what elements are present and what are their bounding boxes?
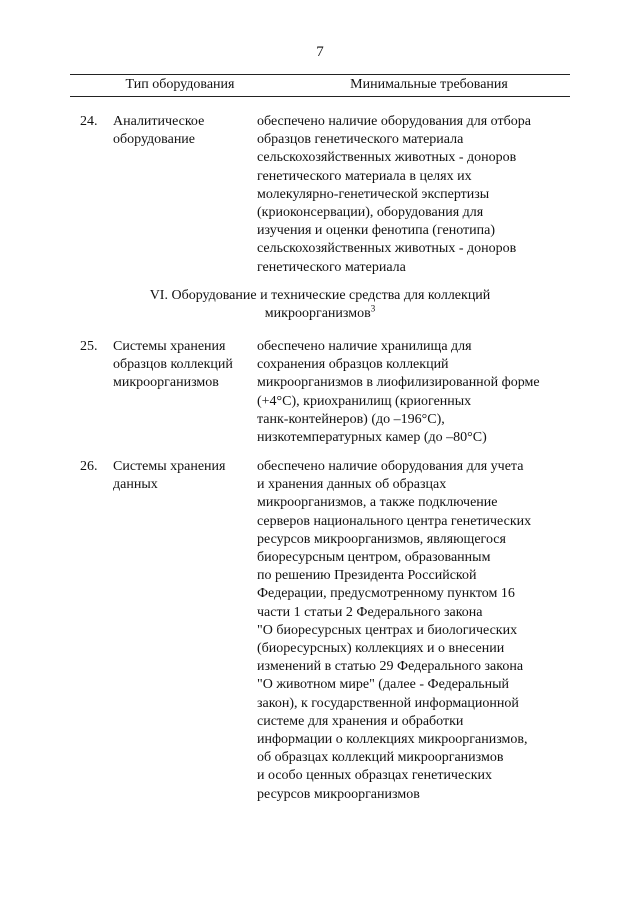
table-header (70, 74, 570, 97)
section-title (70, 287, 570, 323)
requirement-line: молекулярно-генетической экспертизы (257, 186, 490, 202)
requirement-line: сельскохозяйственных животных - доноров (257, 150, 517, 166)
requirement-line: об образцах коллекций микроорганизмов (257, 750, 504, 766)
requirement-line: и хранения данных об образцах (257, 477, 447, 493)
requirement-line: танк-контейнеров) (до –196°C), (257, 411, 445, 427)
requirement-line: системе для хранения и обработки (257, 713, 464, 729)
equipment-type-line: Системы хранения (113, 339, 226, 354)
requirement-line: и особо ценных образцах генетических (257, 768, 493, 784)
requirement-line: ресурсов микроорганизмов (257, 786, 420, 802)
footnote-mark: 3 (370, 303, 376, 314)
requirement-line: части 1 статьи 2 Федерального закона (257, 604, 483, 620)
header-min-requirements: Минимальные требования (350, 77, 508, 92)
section-title-line2: микроорганизмов$^3$ (264, 303, 376, 321)
equipment-type-line: оборудование (113, 132, 196, 148)
equipment-type-cell (113, 458, 253, 494)
requirement-line: ресурсов микроорганизмов, являющегося (257, 531, 506, 547)
header-equipment-type: Тип оборудования (125, 77, 235, 92)
equipment-type-line: Системы хранения (113, 459, 226, 474)
requirement-line: закон), к государственной информационной (257, 695, 519, 711)
requirement-line: биоресурсным центром, образованным (257, 550, 491, 566)
requirement-line: (криоконсервации), оборудования для (257, 205, 484, 221)
requirement-line: обеспечено наличие хранилища для (257, 339, 472, 354)
requirement-line: низкотемпературных камер (до –80°C) (257, 430, 487, 446)
requirement-line: "О животном мире" (далее - Федеральный (257, 677, 510, 693)
requirements-cell (257, 338, 577, 447)
requirement-line: образцов генетического материала (257, 132, 464, 148)
requirement-line: изучения и оценки фенотипа (генотипа) (257, 223, 496, 239)
requirement-line: изменений в статью 29 Федерального закона (257, 659, 524, 675)
row-number: 26. (80, 459, 98, 474)
equipment-type-cell (113, 113, 253, 149)
requirement-line: генетического материала в целях их (257, 168, 472, 184)
equipment-type-line: образцов коллекций (113, 357, 233, 373)
requirement-line: (биоресурсных) коллекциях и о внесении (257, 641, 505, 657)
equipment-type-line: данных (113, 477, 158, 493)
requirement-line: информации о коллекциях микроорганизмов, (257, 732, 528, 748)
requirement-line: серверов национального центра генетических (257, 513, 532, 529)
requirements-cell (257, 458, 577, 804)
requirement-line: по решению Президента Российской (257, 568, 477, 584)
requirement-line: сохранения образцов коллекций (257, 357, 449, 373)
requirement-line: обеспечено наличие оборудования для учета (257, 459, 524, 474)
equipment-type-line: микроорганизмов (113, 375, 219, 391)
requirement-line: микроорганизмов, а также подключение (257, 495, 498, 511)
row-number: 25. (80, 339, 98, 354)
page-number: 7 (316, 44, 324, 60)
requirement-line: (+4°C), криохранилищ (криогенных (257, 393, 472, 409)
equipment-type-line: Аналитическое (113, 114, 205, 129)
requirement-line: микроорганизмов в лиофилизированной форме (257, 375, 540, 391)
requirement-line: "О биоресурсных центрах и биологических (257, 622, 518, 638)
requirement-line: сельскохозяйственных животных - доноров (257, 241, 517, 257)
requirements-cell (257, 113, 577, 277)
section-title-line1: VI. Оборудование и технические средства для коллекций (149, 288, 491, 303)
requirement-line: Федерации, предусмотренному пунктом 16 (257, 586, 515, 602)
requirement-line: обеспечено наличие оборудования для отбора (257, 114, 531, 129)
row-number: 24. (80, 114, 98, 129)
requirement-line: генетического материала (257, 259, 406, 275)
equipment-type-cell (113, 338, 253, 393)
